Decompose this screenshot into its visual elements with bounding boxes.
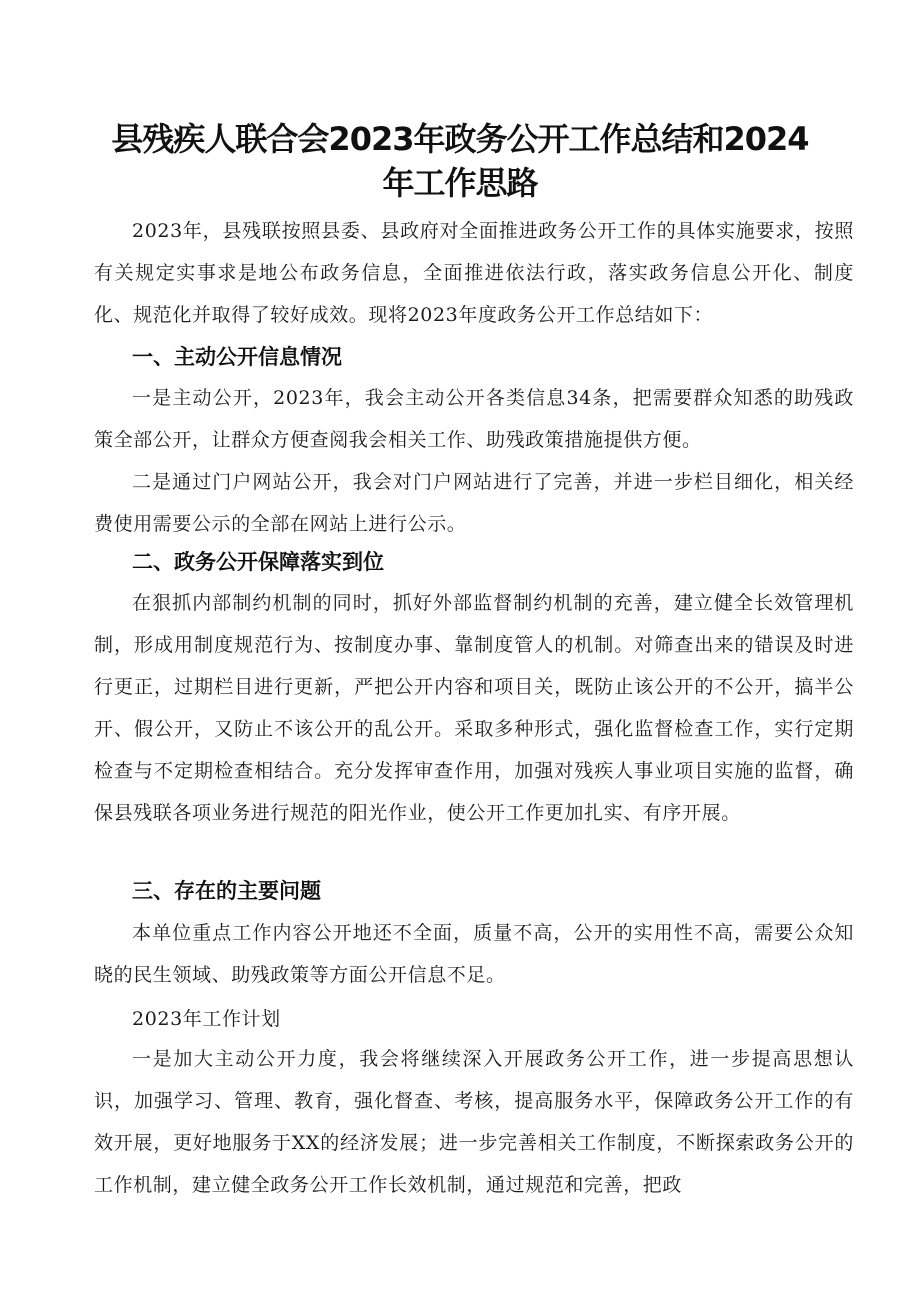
- section-1-heading: 一、主动公开信息情况: [132, 345, 342, 369]
- section-1-paragraph-2: 二是通过门户网站公开，我会对门户网站进行了完善，并进一步栏目细化，相关经费使用需要公示的全部在网站上进行公示。: [94, 471, 854, 535]
- section-1-paragraph-1: 一是主动公开，2023年，我会主动公开各类信息34条，把需要群众知悉的助残政策全部公开，让群众方便查阅我会相关工作、助残政策措施提供方便。: [94, 387, 854, 451]
- section-2-paragraph: 在狠抓内部制约机制的同时，抓好外部监督制约机制的充善，建立健全长效管理机制，形成用制度规范行为、按制度办事、靠制度管人的机制。对筛查出来的错误及时进行更正，过期栏目进行更新，严把公开内容和项目关，既防止该公开的不公开，搞半公开、假公开，又防止不该公开的乱公开。采取多种形式，强化监督检查工作，实行定期检查与不定期检查相结合。充分发挥审查作用，加强对残疾人事业项目实施的监督，确保县残联各项业务进行规范的阳光作业，使公开工作更加扎实、有序开展。: [94, 592, 854, 824]
- work-plan-paragraph: 一是加大主动公开力度，我会将继续深入开展政务公开工作，进一步提高思想认识，加强学习、管理、教育，强化督查、考核，提高服务水平，保障政务公开工作的有效开展，更好地服务于XX的经济发展；进一步完善相关工作制度，不断探索政务公开的工作机制，建立健全政务公开工作长效机制，通过规范和完善，把政: [94, 1048, 854, 1196]
- intro-paragraph: 2023年，县残联按照县委、县政府对全面推进政务公开工作的具体实施要求，按照有关规定实事求是地公布政务信息，全面推进依法行政，落实政务信息公开化、制度化、规范化并取得了较好成效。现将2023年度政务公开工作总结如下：: [94, 220, 854, 326]
- work-plan-label: 2023年工作计划: [132, 1008, 281, 1030]
- section-3-heading: 三、存在的主要问题: [132, 879, 321, 903]
- document-title-line-2: 年工作思路: [382, 164, 538, 202]
- document-title-line-1: 县残疾人联合会2023年政务公开工作总结和2024: [111, 120, 809, 158]
- section-3-paragraph: 本单位重点工作内容公开地还不全面，质量不高，公开的实用性不高，需要公众知晓的民生领域、助残政策等方面公开信息不足。: [94, 922, 854, 986]
- section-2-heading: 二、政务公开保障落实到位: [132, 550, 384, 574]
